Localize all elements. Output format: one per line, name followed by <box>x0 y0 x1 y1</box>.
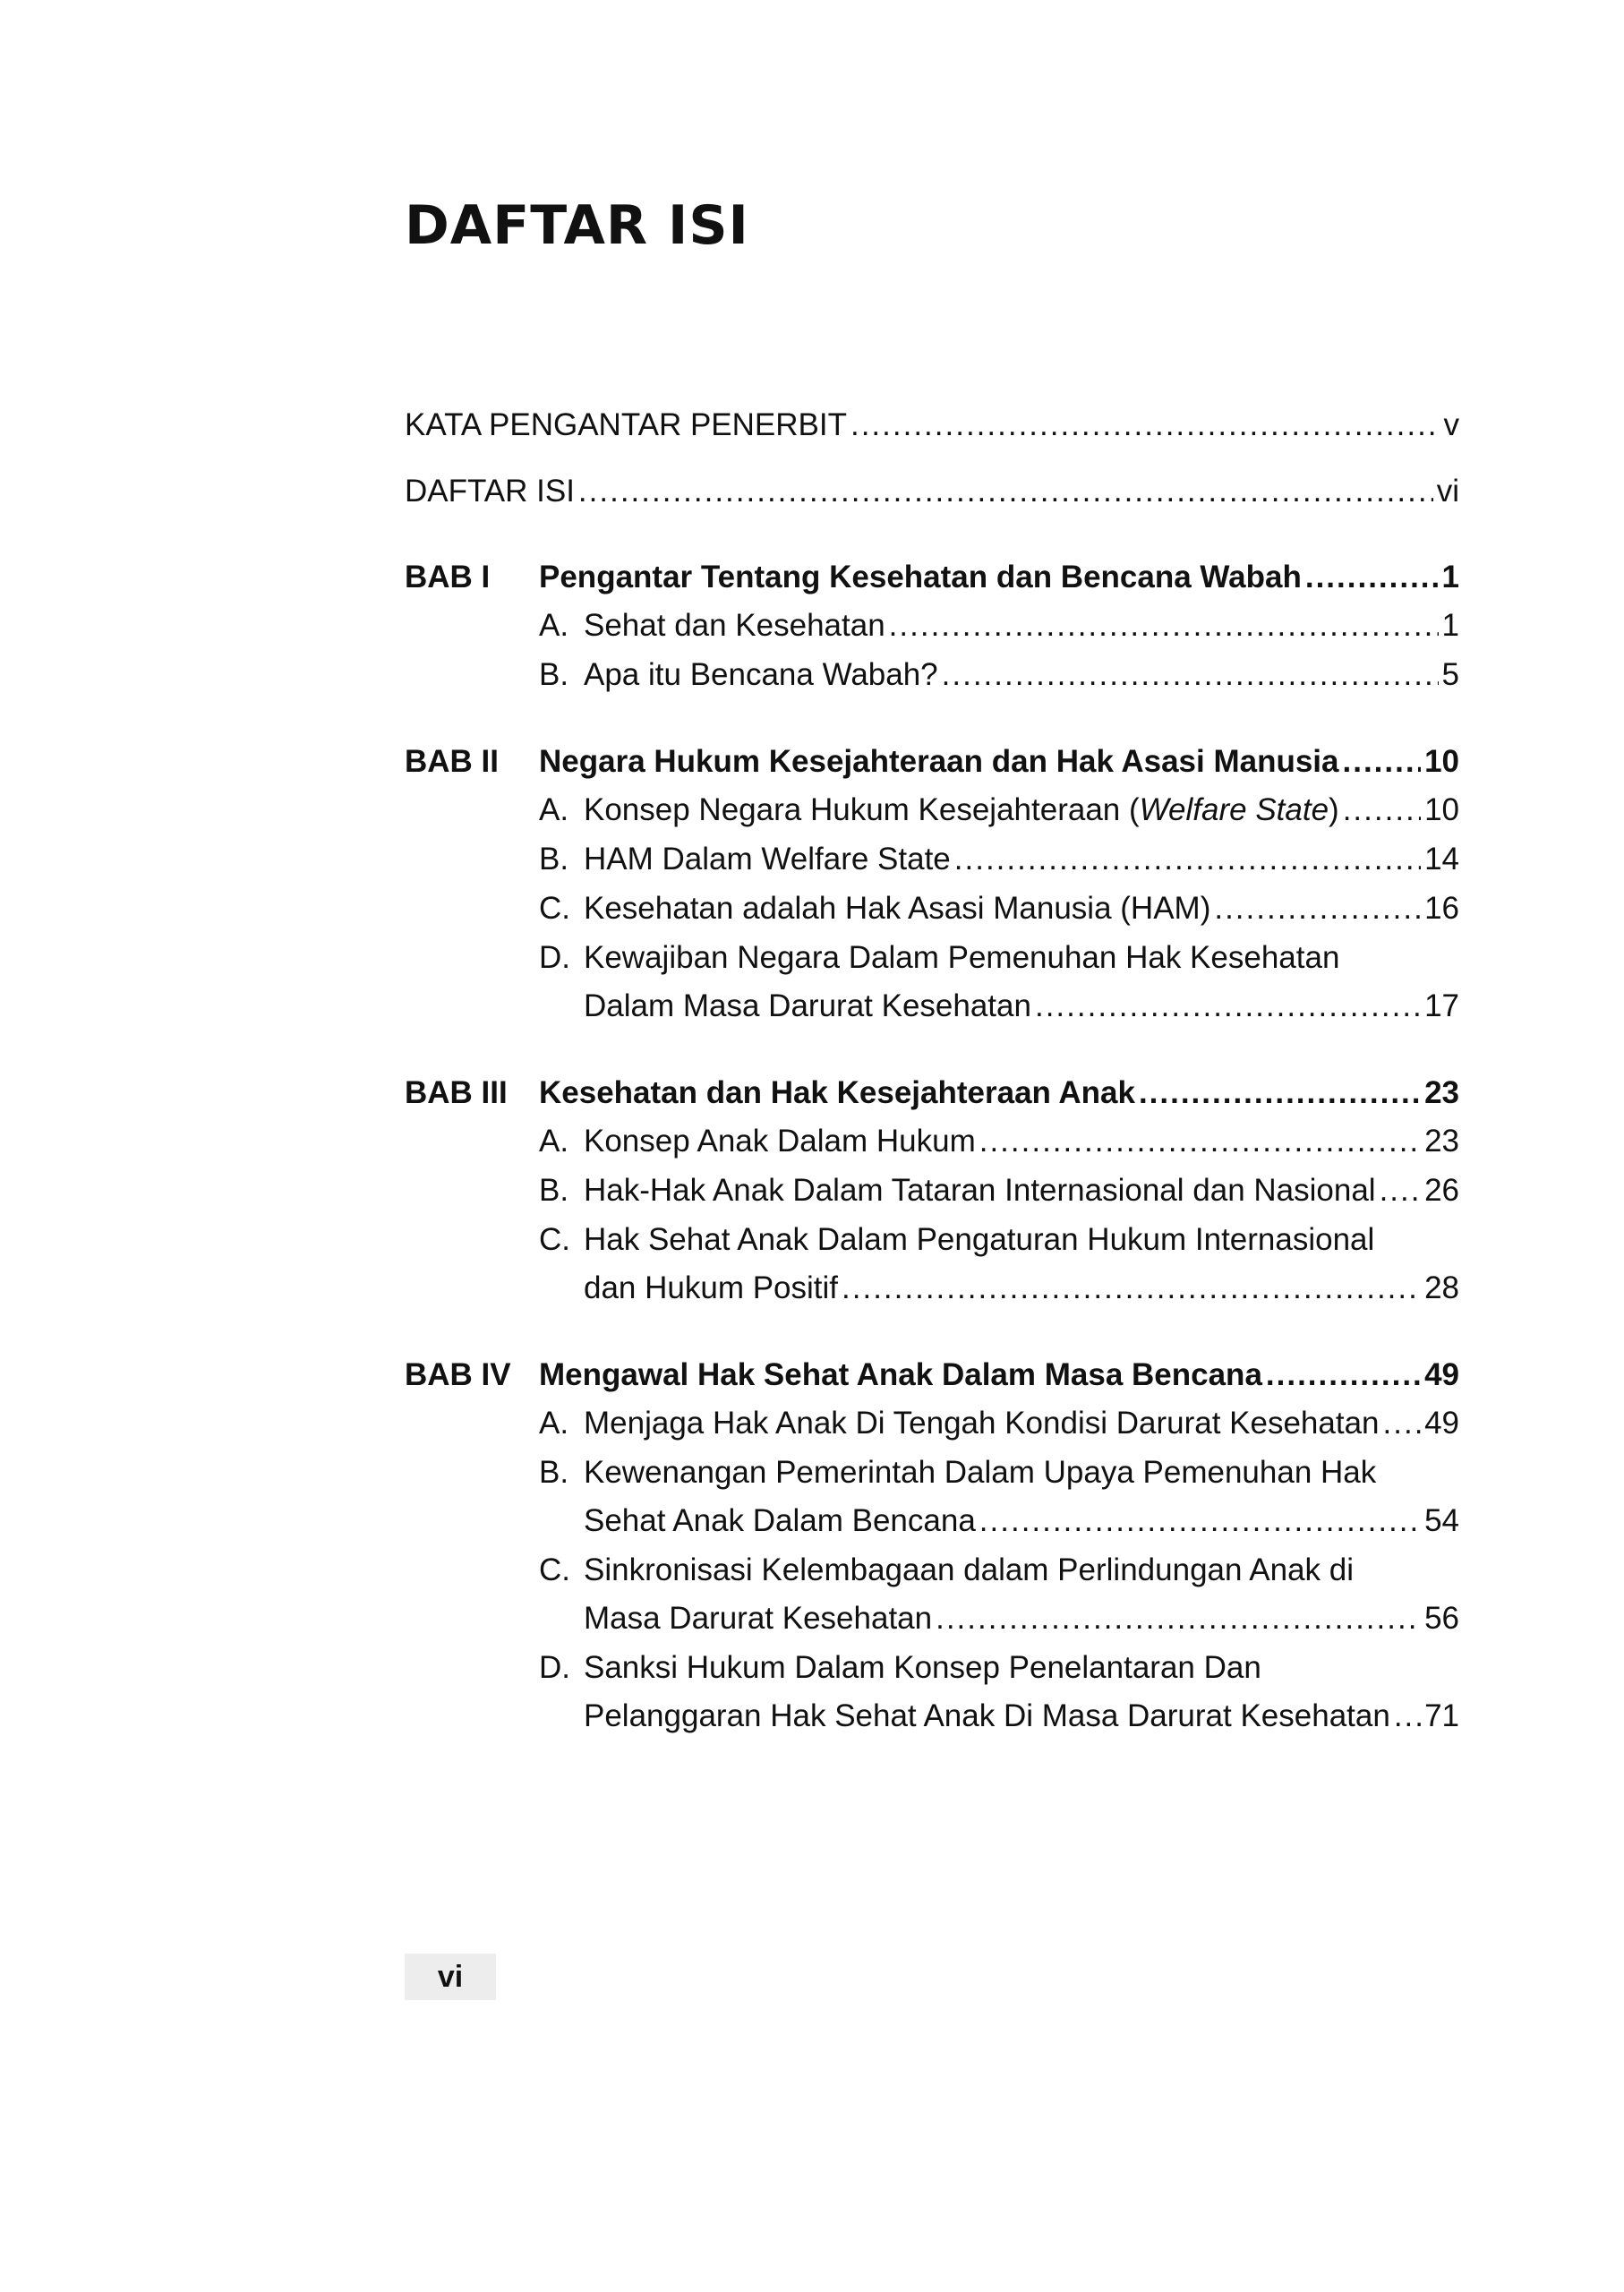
section-title: Apa itu Bencana Wabah? <box>584 657 938 692</box>
section-letter: B. <box>539 842 569 877</box>
section-title-line-2: Dalam Masa Darurat Kesehatan <box>584 988 1031 1023</box>
footer-page-number: vi <box>405 1954 496 2000</box>
toc-section-continuation[interactable] <box>405 1692 1459 1740</box>
toc-entry-text: KATA PENGANTAR PENERBIT <box>405 407 847 442</box>
toc-section-continuation[interactable] <box>405 982 1459 1031</box>
italic-term: Welfare State <box>1139 792 1329 827</box>
section-letter: C. <box>539 1222 570 1257</box>
toc-section[interactable] <box>405 934 1459 982</box>
page-title: DAFTAR ISI <box>405 194 749 257</box>
section-letter: A. <box>539 1124 569 1159</box>
chapter-title: Negara Hukum Kesejahteraan dan Hak Asasi Manusia <box>539 744 1339 779</box>
chapter-label: BAB IV <box>405 1357 511 1392</box>
dot-leader <box>578 467 1433 516</box>
section-letter: D. <box>539 1650 570 1685</box>
section-title: Sehat dan Kesehatan <box>584 608 885 643</box>
toc-page-number: 71 <box>1424 1698 1459 1733</box>
toc-page-number: 54 <box>1424 1503 1459 1538</box>
section-title: Hak Sehat Anak Dalam Pengaturan Hukum Internasional <box>584 1222 1375 1257</box>
toc-page-number: 16 <box>1424 891 1459 926</box>
section-title: Hak-Hak Anak Dalam Tataran Internasional dan Nasional <box>584 1173 1376 1208</box>
chapter-label: BAB II <box>405 744 499 779</box>
dot-leader <box>850 401 1440 449</box>
dot-leader <box>1035 982 1421 1031</box>
section-letter: A. <box>539 608 569 643</box>
toc-section[interactable] <box>405 1449 1459 1497</box>
dot-leader <box>979 1497 1421 1545</box>
chapter-title: Mengawal Hak Sehat Anak Dalam Masa Bencana <box>539 1357 1262 1392</box>
toc-section[interactable] <box>405 602 1459 650</box>
dot-leader <box>1305 553 1439 602</box>
section-title: Kesehatan adalah Hak Asasi Manusia (HAM) <box>584 891 1211 926</box>
dot-leader <box>1343 738 1422 786</box>
dot-leader <box>889 602 1439 650</box>
dot-leader <box>1214 885 1421 933</box>
toc-chapter-bab-1[interactable] <box>405 553 1459 602</box>
section-title-line-2: dan Hukum Positif <box>584 1270 839 1305</box>
dot-leader <box>1343 786 1421 834</box>
toc-page-number: 17 <box>1424 988 1459 1023</box>
toc-section-continuation[interactable] <box>405 1595 1459 1643</box>
toc-chapter-bab-2[interactable] <box>405 738 1459 786</box>
toc-page-number: 56 <box>1424 1601 1459 1636</box>
toc-page-number: vi <box>1436 474 1459 509</box>
toc-page-number: 28 <box>1424 1270 1459 1305</box>
section-title: HAM Dalam Welfare State <box>584 842 951 877</box>
section-letter: C. <box>539 891 570 926</box>
section-letter: A. <box>539 792 569 827</box>
toc-entry-text: DAFTAR ISI <box>405 474 575 509</box>
toc-section-continuation[interactable] <box>405 1497 1459 1545</box>
dot-leader <box>954 835 1421 884</box>
section-letter: A. <box>539 1406 569 1441</box>
dot-leader <box>842 1264 1421 1313</box>
toc-section[interactable] <box>405 651 1459 699</box>
dot-leader <box>936 1595 1421 1643</box>
dot-leader <box>979 1117 1421 1166</box>
toc-page-number: 5 <box>1441 657 1459 692</box>
dot-leader <box>1139 1069 1421 1117</box>
section-title: Kewenangan Pemerintah Dalam Upaya Pemenuhan Hak <box>584 1455 1377 1490</box>
toc-page-number: 49 <box>1424 1357 1459 1392</box>
toc-page-number: 49 <box>1424 1406 1459 1441</box>
toc-section[interactable] <box>405 1167 1459 1215</box>
dot-leader <box>1394 1692 1421 1740</box>
toc-section[interactable] <box>405 1644 1459 1692</box>
section-title-line-2: Pelanggaran Hak Sehat Anak Di Masa Darurat Kesehatan <box>584 1698 1390 1733</box>
toc-section[interactable] <box>405 885 1459 933</box>
chapter-title: Kesehatan dan Hak Kesejahteraan Anak <box>539 1075 1135 1110</box>
chapter-label: BAB I <box>405 560 491 594</box>
toc-section[interactable] <box>405 1399 1459 1448</box>
section-letter: B. <box>539 1173 569 1208</box>
section-title: Sanksi Hukum Dalam Konsep Penelantaran Dan <box>584 1650 1261 1685</box>
section-title: Menjaga Hak Anak Di Tengah Kondisi Darurat Kesehatan <box>584 1406 1380 1441</box>
toc-section[interactable] <box>405 1546 1459 1595</box>
dot-leader <box>942 651 1439 699</box>
toc-section[interactable] <box>405 835 1459 884</box>
dot-leader <box>1380 1167 1421 1215</box>
chapter-title: Pengantar Tentang Kesehatan dan Bencana Wabah <box>539 560 1302 594</box>
toc-page-number: 26 <box>1424 1173 1459 1208</box>
section-title: Konsep Negara Hukum Kesejahteraan (Welfare State) <box>584 792 1339 827</box>
toc-section[interactable] <box>405 786 1459 834</box>
toc-chapter-bab-3[interactable] <box>405 1069 1459 1117</box>
toc-section-continuation[interactable] <box>405 1264 1459 1313</box>
section-letter: D. <box>539 940 570 975</box>
toc-page-number: 1 <box>1441 560 1459 594</box>
section-letter: C. <box>539 1552 570 1587</box>
chapter-label: BAB III <box>405 1075 508 1110</box>
section-letter: B. <box>539 1455 569 1490</box>
toc-section[interactable] <box>405 1216 1459 1264</box>
toc-entry-kata-pengantar[interactable] <box>405 401 1459 449</box>
section-title-line-2: Sehat Anak Dalam Bencana <box>584 1503 976 1538</box>
dot-leader <box>1266 1351 1421 1399</box>
section-title: Sinkronisasi Kelembagaan dalam Perlindungan Anak di <box>584 1552 1354 1587</box>
dot-leader <box>1383 1399 1422 1448</box>
toc-page-number: 23 <box>1424 1124 1459 1159</box>
toc-section[interactable] <box>405 1117 1459 1166</box>
section-title: Kewajiban Negara Dalam Pemenuhan Hak Kesehatan <box>584 940 1340 975</box>
section-title-line-2: Masa Darurat Kesehatan <box>584 1601 933 1636</box>
toc-chapter-bab-4[interactable] <box>405 1351 1459 1399</box>
toc-page-number: 1 <box>1441 608 1459 643</box>
section-letter: B. <box>539 657 569 692</box>
toc-entry-daftar-isi[interactable] <box>405 467 1459 516</box>
section-title: Konsep Anak Dalam Hukum <box>584 1124 976 1159</box>
toc-page-number: 23 <box>1424 1075 1459 1110</box>
toc-page-number: v <box>1443 407 1459 442</box>
toc-page-number: 10 <box>1424 792 1459 827</box>
toc-page-number: 14 <box>1424 842 1459 877</box>
toc-page-number: 10 <box>1424 744 1459 779</box>
